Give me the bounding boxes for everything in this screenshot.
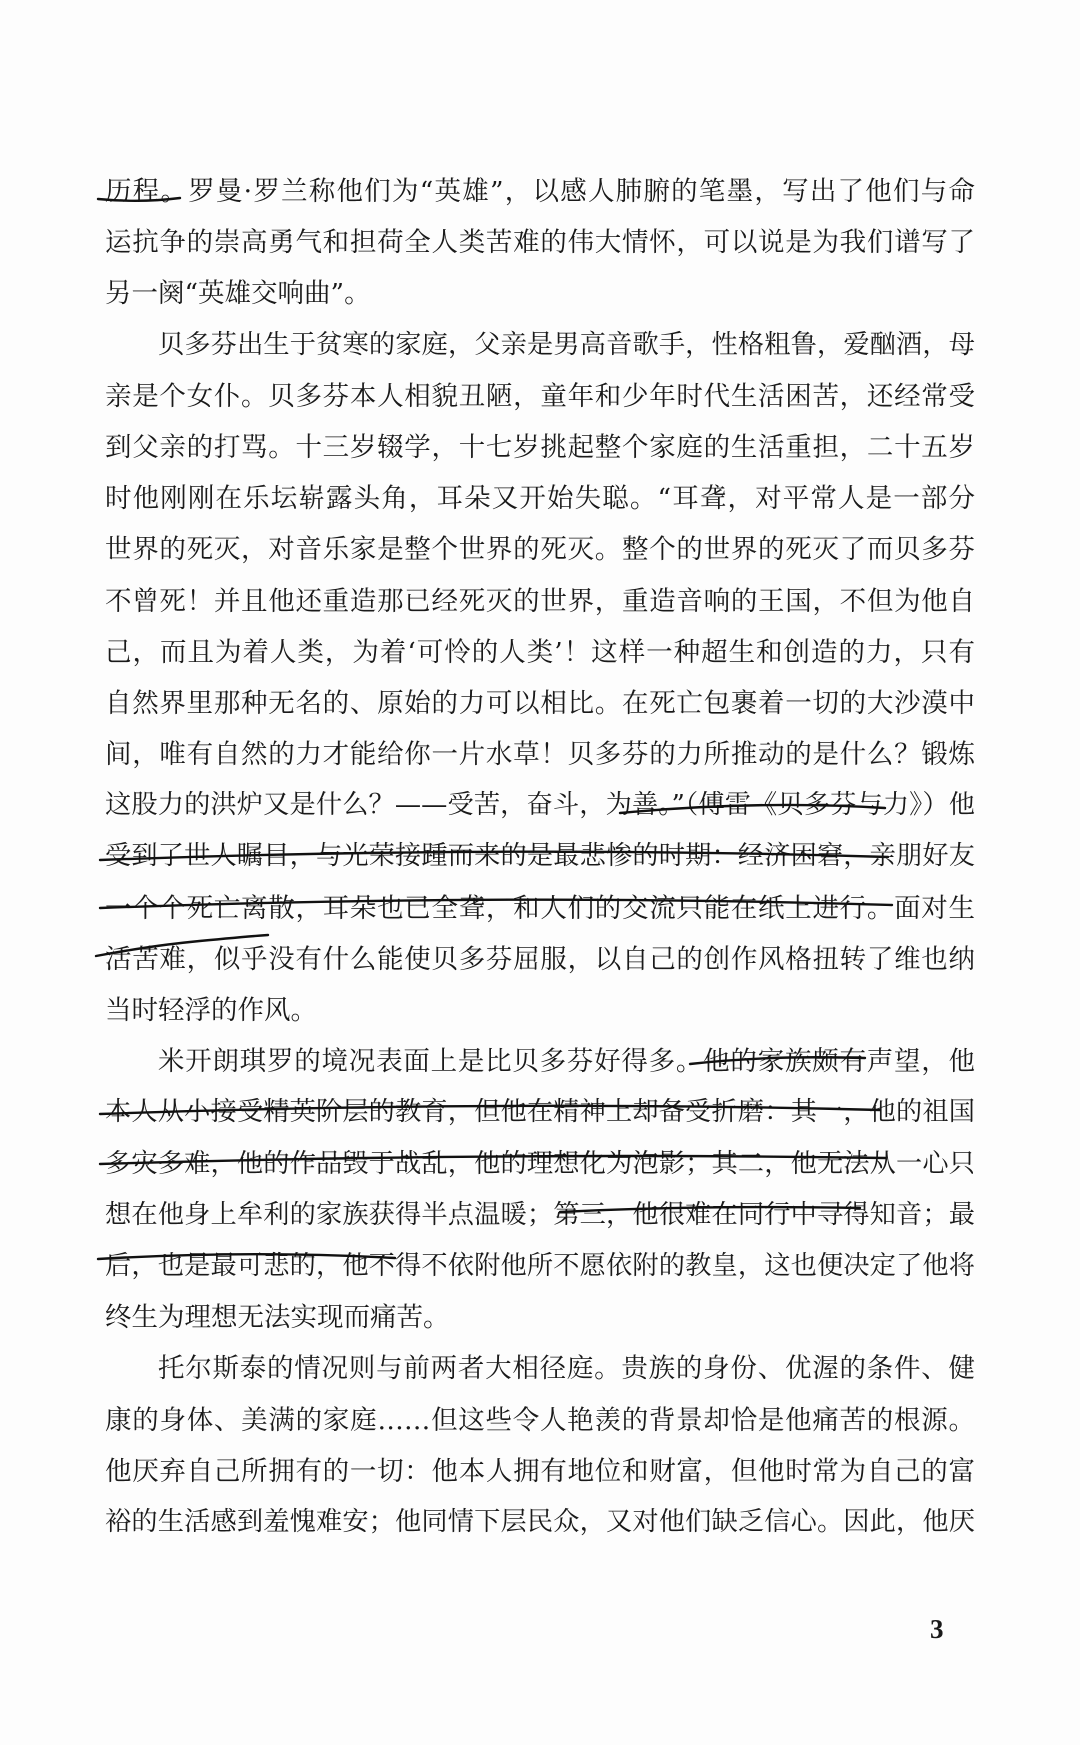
text-line: 他厌弃自己所拥有的一切：他本人拥有地位和财富，但他时常为自己的富	[105, 1455, 975, 1487]
text-line: 当时轻浮的作风。	[105, 995, 317, 1026]
text-line: 世界的死灭，对音乐家是整个世界的死灭。整个的世界的死灭了而贝多芬	[105, 534, 975, 566]
text-line: 亲是个女仆。贝多芬本人相貌丑陋，童年和少年时代生活困苦，还经常受	[105, 380, 975, 412]
text-line: 托尔斯泰的情况则与前两者大相径庭。贵族的身份、优渥的条件、健	[158, 1353, 975, 1385]
text-line: 己，而且为着人类，为着‘可怜的人类’！这样一种超生和创造的力，只有	[105, 636, 975, 668]
text-line: 米开朗琪罗的境况表面上是比贝多芬好得多。他的家族颇有声望，他	[158, 1046, 975, 1078]
text-line: 这股力的洪炉又是什么？——受苦，奋斗，为善。”（傅雷《贝多芬与力》）他	[105, 790, 975, 821]
text-line: 裕的生活感到羞愧难安；他同情下层民众，又对他们缺乏信心。因此，他厌	[105, 1506, 975, 1537]
text-line: 历程。罗曼·罗兰称他们为“英雄”，以感人肺腑的笔墨，写出了他们与命	[105, 176, 975, 207]
text-line: 多灾多难，他的作品毁于战乱，他的理想化为泡影；其二，他无法从一心只	[105, 1148, 975, 1179]
text-line: 另一阕“英雄交响曲”。	[105, 278, 371, 310]
text-line: 活苦难，似乎没有什么能使贝多芬屈服，以自己的创作风格扭转了维也纳	[105, 943, 975, 975]
page-number: 3	[930, 1614, 944, 1644]
text-line: 受到了世人瞩目，与光荣接踵而来的是最悲惨的时期：经济困窘，亲朋好友	[105, 841, 975, 872]
text-line: 运抗争的崇高勇气和担荷全人类苦难的伟大情怀，可以说是为我们谱写了	[105, 227, 975, 259]
text-line: 到父亲的打骂。十三岁辍学，十七岁挑起整个家庭的生活重担，二十五岁	[105, 431, 975, 463]
body-text	[105, 166, 975, 1548]
text-line: 康的身体、美满的家庭……但这些令人艳羡的背景却恰是他痛苦的根源。	[105, 1404, 975, 1436]
text-line: 想在他身上牟利的家族获得半点温暖；第三，他很难在同行中寻得知音；最	[105, 1199, 975, 1230]
text-line: 终生为理想无法实现而痛苦。	[105, 1302, 450, 1334]
text-line: 一个个死亡离散，耳朵也已全聋，和人们的交流只能在纸上进行。面对生	[105, 892, 975, 924]
text-line: 贝多芬出生于贫寒的家庭，父亲是男高音歌手，性格粗鲁，爱酗酒，母	[158, 329, 975, 360]
text-line: 间，唯有自然的力才能给你一片水草！贝多芬的力所推动的是什么？锻炼	[105, 739, 975, 771]
text-line: 不曾死！并且他还重造那已经死灭的世界，重造音响的王国，不但为他自	[105, 585, 975, 617]
text-line: 自然界里那种无名的、原始的力可以相比。在死亡包裹着一切的大沙漠中	[105, 687, 975, 719]
text-line: 本人从小接受精英阶层的教育，但他在精神上却备受折磨：其一，他的祖国	[105, 1097, 975, 1128]
text-line: 后，也是最可悲的，他不得不依附他所不愿依附的教皇，这也便决定了他将	[105, 1250, 975, 1281]
text-line: 时他刚刚在乐坛崭露头角，耳朵又开始失聪。“耳聋，对平常人是一部分	[105, 483, 975, 515]
